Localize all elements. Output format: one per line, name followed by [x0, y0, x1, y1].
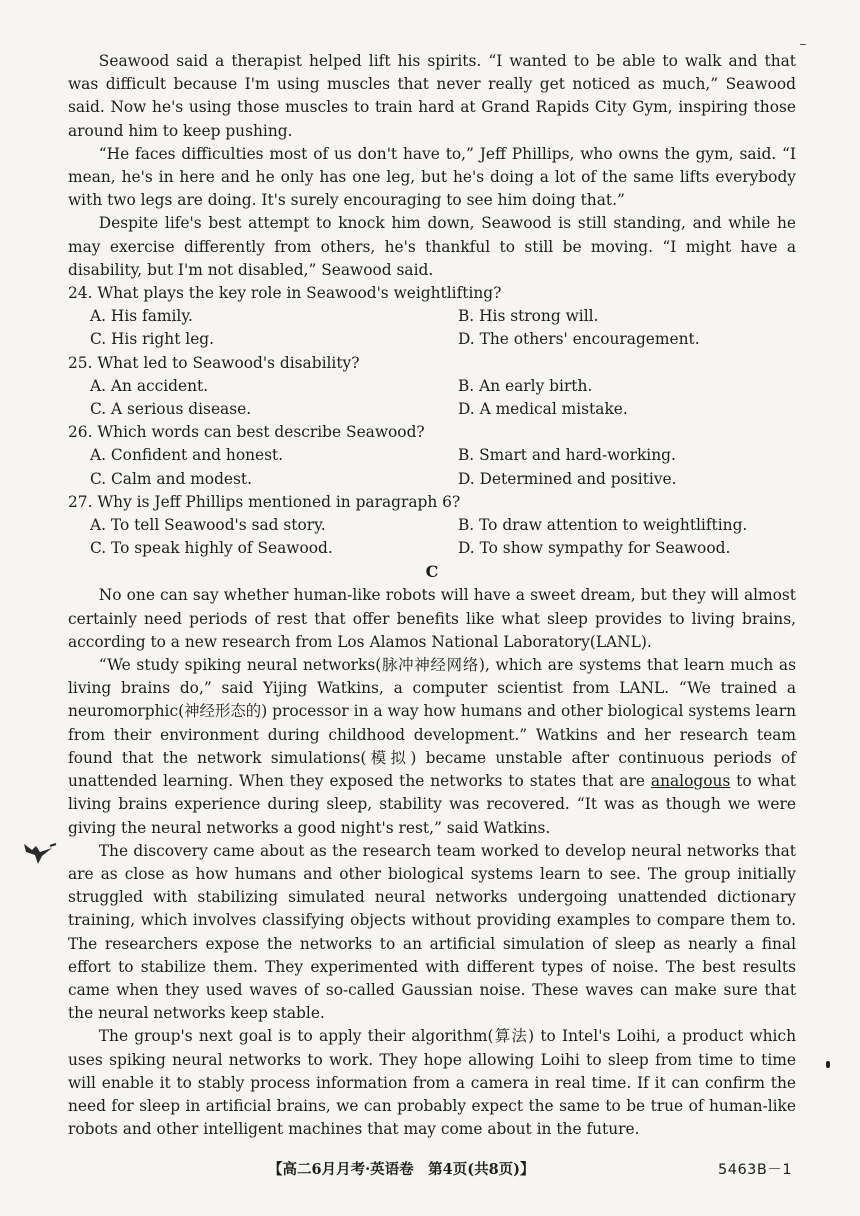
passage-c-paragraph: The group's next goal is to apply their algorithm(算法) to Intel's Loihi, a product which uses spiking neural networks to work. They hope allowing Loihi to sleep from time to time will enable it to stably process information from a camera in real time. If it can confirm the need for sleep in artificial brains, we can probably expect the same to be true of human-like robots and other intelligent machines that may come about in the future. — [68, 1027, 796, 1139]
question-options — [68, 444, 796, 490]
question-24 — [68, 282, 796, 352]
exam-page — [68, 50, 796, 1141]
stray-mark — [826, 1061, 830, 1068]
option-c[interactable]: C. To speak highly of Seawood. — [90, 539, 333, 558]
question-stem: 25. What led to Seawood's disability? — [68, 353, 360, 372]
passage-text: “We study spiking neural networks(脉冲神经网络), which are systems that learn much as living brains do,” said Yijing Watkins, a computer scientist from LANL. “We trained a neuromorphic(神经形态的) processor in a way how humans and other biological systems learn from their environment during childhood development.” Watkins and her research team found that the network simulations(模拟) became unstable after continuous periods of unattended learning. When they exposed the networks to states that are — [68, 656, 796, 791]
footer-code: 5463B－1 — [718, 1162, 793, 1178]
passage-text: to what living brains experience during sleep, stability was recovered. “It was as though we were giving the neural networks a good night's rest,” said Watkins. — [68, 772, 796, 837]
footer-page-info: 【高二6月月考·英语卷 第4页(共8页)】 — [268, 1161, 535, 1178]
question-options — [68, 375, 796, 421]
question-stem: 26. Which words can best describe Seawood? — [68, 423, 425, 442]
option-d[interactable]: D. To show sympathy for Seawood. — [458, 539, 731, 558]
option-d[interactable]: D. Determined and positive. — [458, 469, 677, 488]
question-25 — [68, 352, 796, 422]
underlined-word: analogous — [650, 772, 731, 791]
question-options — [68, 305, 796, 351]
option-c[interactable]: C. His right leg. — [90, 330, 215, 349]
question-stem: 24. What plays the key role in Seawood's weightlifting? — [68, 284, 502, 303]
question-26 — [68, 421, 796, 491]
option-a[interactable]: A. To tell Seawood's sad story. — [90, 516, 326, 535]
passage-b-paragraph: Seawood said a therapist helped lift his spirits. “I wanted to be able to walk and that was difficult because I'm using muscles that never really get noticed as much,” Seawood said. Now he's using those muscles to train hard at Grand Rapids City Gym, inspiring those around him to keep pushing. — [68, 52, 796, 140]
option-a[interactable]: A. An accident. — [90, 376, 209, 395]
bird-doodle-icon — [22, 840, 58, 866]
option-b[interactable]: B. His strong will. — [458, 307, 599, 326]
option-c[interactable]: C. A serious disease. — [90, 400, 252, 419]
passage-b-paragraph: Despite life's best attempt to knock him down, Seawood is still standing, and while he may exercise differently from others, he's thankful to still be moving. “I might have a disability, but I'm not disabled,” Seawood said. — [68, 214, 796, 279]
option-d[interactable]: D. A medical mistake. — [458, 400, 628, 419]
option-c[interactable]: C. Calm and modest. — [90, 469, 252, 488]
passage-c-paragraph — [68, 654, 796, 840]
option-a[interactable]: A. Confident and honest. — [90, 446, 284, 465]
option-b[interactable]: B. Smart and hard-working. — [458, 446, 676, 465]
option-b[interactable]: B. To draw attention to weightlifting. — [458, 516, 748, 535]
section-c-heading: C — [425, 562, 439, 582]
option-b[interactable]: B. An early birth. — [458, 376, 593, 395]
passage-b-paragraph: “He faces difficulties most of us don't have to,” Jeff Phillips, who owns the gym, said. “I mean, he's in here and he only has one leg, but he's doing a lot of the same lifts everybody with two legs are doing. It's surely encouraging to see him doing that.” — [68, 144, 796, 210]
question-stem: 27. Why is Jeff Phillips mentioned in paragraph 6? — [68, 492, 461, 511]
corner-mark — [800, 44, 806, 45]
option-d[interactable]: D. The others' encouragement. — [458, 330, 700, 349]
option-a[interactable]: A. His family. — [90, 307, 193, 326]
passage-c-paragraph: No one can say whether human-like robots will have a sweet dream, but they will almost certainly need periods of rest that offer benefits like what sleep provides to living brains, according to a new research from Los Alamos National Laboratory(LANL). — [68, 586, 796, 651]
question-27 — [68, 491, 796, 561]
question-options — [68, 514, 796, 560]
passage-c-paragraph: The discovery came about as the research team worked to develop neural networks that are as close as how humans and other biological systems learn to see. The group initially struggled with stabilizing simulated neural networks undergoing unattended dictionary training, which involves classifying objects without providing examples to compare them to. The researchers expose the networks to an artificial simulation of sleep as nearly a final effort to stabilize them. They experimented with different types of noise. The best results came when they used waves of so-called Gaussian noise. These waves can make sure that the neural networks keep stable. — [68, 841, 796, 1023]
